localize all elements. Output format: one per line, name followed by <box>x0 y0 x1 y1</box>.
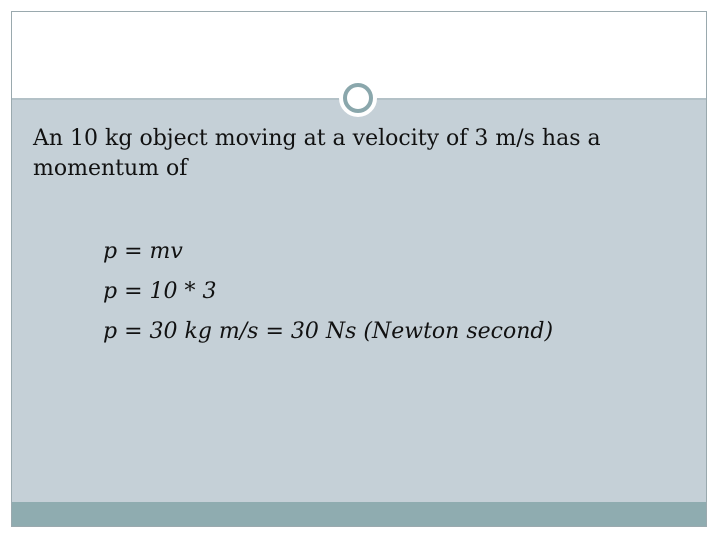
intro-text: An 10 kg object moving at a velocity of 3 m/s has a momentum of <box>33 126 601 181</box>
equation-list <box>103 232 683 352</box>
circle-ornament-icon <box>339 79 377 117</box>
bottom-accent-bar <box>12 502 706 526</box>
circle-ring <box>343 83 373 113</box>
equation-line: p = 10 * 3 <box>103 279 217 304</box>
equation-line: p = 30 kg m/s = 30 Ns (Newton second) <box>103 319 554 344</box>
equation-line: p = mv <box>103 239 183 264</box>
